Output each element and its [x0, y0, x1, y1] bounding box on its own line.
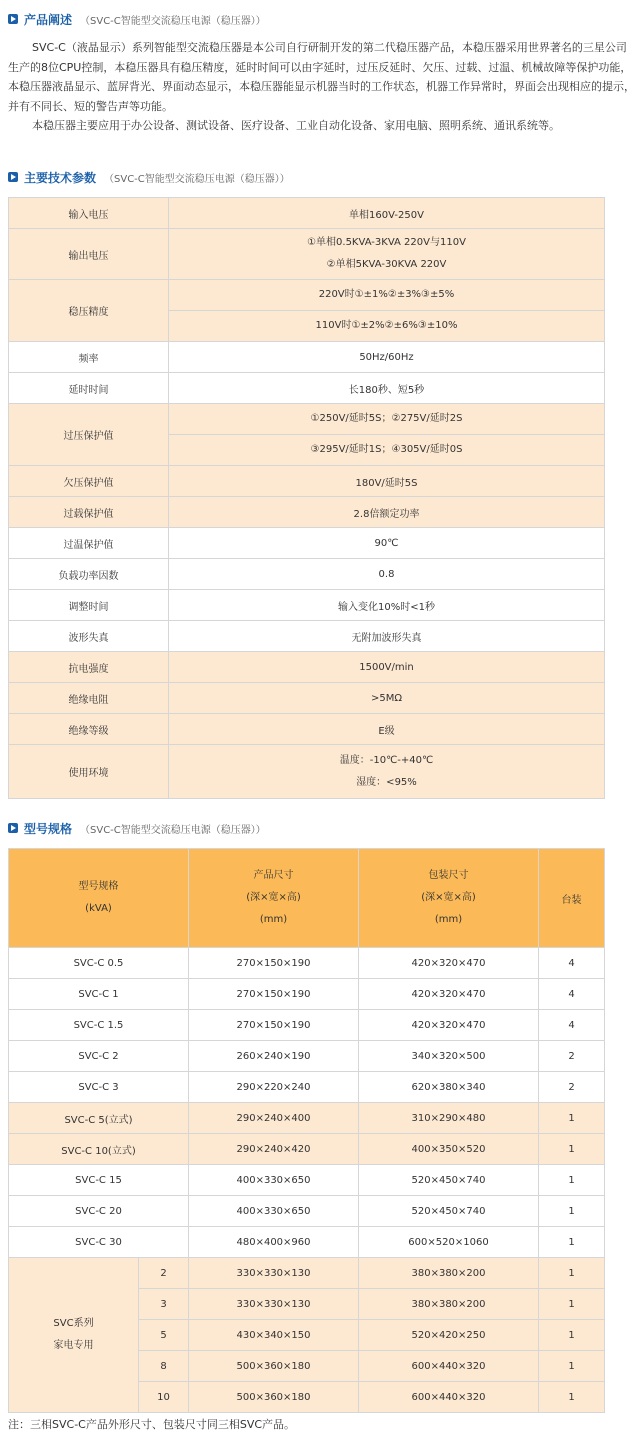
qty: 1: [539, 1382, 605, 1413]
spec-row: [9, 229, 605, 280]
spec-row: [9, 528, 605, 559]
model-name: SVC-C 1.5: [9, 1010, 189, 1041]
spec-row: [9, 198, 605, 229]
spec-label: 输入电压: [9, 198, 169, 229]
spec-row: [9, 466, 605, 497]
cell-line: (深×宽×高): [246, 892, 301, 903]
section-subtitle: （SVC-C智能型交流稳压电源（稳压器））: [104, 173, 290, 185]
cell-line: 输入变化10%时<1秒: [338, 601, 435, 613]
model-row: [9, 1227, 605, 1258]
spec-label: 抗电强度: [9, 652, 169, 683]
home-series-row: [9, 1258, 605, 1289]
package-size: 600×440×320: [359, 1351, 539, 1382]
header-model: [9, 849, 189, 948]
header-package-size: [359, 849, 539, 948]
intro-text: [8, 38, 636, 136]
model-row: [9, 1072, 605, 1103]
product-size: 290×240×400: [189, 1103, 359, 1134]
product-size: 290×240×420: [189, 1134, 359, 1165]
product-size: 260×240×190: [189, 1041, 359, 1072]
product-size: 500×360×180: [189, 1382, 359, 1413]
qty: 1: [539, 1227, 605, 1258]
spec-row: [9, 373, 605, 404]
model-row: [9, 1010, 605, 1041]
spec-value: [169, 683, 605, 714]
section-subtitle: （SVC-C智能型交流稳压电源（稳压器））: [80, 15, 266, 27]
intro-paragraph: 本稳压器主要应用于办公设备、测试设备、医疗设备、工业自动化设备、家用电脑、照明系统、通讯系统等。: [32, 119, 560, 132]
spec-value: [169, 497, 605, 528]
model-name: SVC-C 10(立式): [9, 1134, 189, 1165]
cell-line: (mm): [259, 914, 288, 925]
product-size: 400×330×650: [189, 1165, 359, 1196]
section-title: 型号规格: [24, 821, 73, 836]
spec-row: [9, 280, 605, 311]
model-name: SVC-C 1: [9, 979, 189, 1010]
cell-line: (kVA): [85, 903, 112, 914]
home-series-kva: 8: [139, 1351, 189, 1382]
spec-label: 调整时间: [9, 590, 169, 621]
qty: 2: [539, 1041, 605, 1072]
model-name: SVC-C 0.5: [9, 948, 189, 979]
cell-line: ①单相0.5KVA-3KVA 220V与110V: [307, 237, 466, 248]
footnote: 注：三相SVC-C产品外形尺寸、包装尺寸同三相SVC产品。: [8, 1418, 296, 1431]
model-name: SVC-C 5(立式): [9, 1103, 189, 1134]
spec-label: 绝缘电阻: [9, 683, 169, 714]
spec-value: [169, 652, 605, 683]
spec-row: [9, 590, 605, 621]
model-row: [9, 1134, 605, 1165]
spec-value: 110V时①±2%②±6%③±10%: [169, 311, 605, 342]
cell-line: SVC系列: [53, 1318, 94, 1329]
package-size: 600×520×1060: [359, 1227, 539, 1258]
cell-line: 50Hz/60Hz: [359, 351, 414, 363]
spec-label: 稳压精度: [9, 280, 169, 342]
section-title: 主要技术参数: [24, 170, 97, 185]
spec-value: [169, 466, 605, 497]
spec-value: ③295V/延时1S；④305V/延时0S: [169, 435, 605, 466]
model-name: SVC-C 2: [9, 1041, 189, 1072]
package-size: 400×350×520: [359, 1134, 539, 1165]
package-size: 380×380×200: [359, 1258, 539, 1289]
spec-row: [9, 342, 605, 373]
product-size: 270×150×190: [189, 979, 359, 1010]
package-size: 520×450×740: [359, 1165, 539, 1196]
qty: 2: [539, 1072, 605, 1103]
cell-line: 温度：-10℃-+40℃: [339, 754, 434, 766]
spec-label: 延时时间: [9, 373, 169, 404]
cell-line: 1500V/min: [359, 661, 414, 673]
qty: 1: [539, 1320, 605, 1351]
product-size: 330×330×130: [189, 1258, 359, 1289]
product-size: 480×400×960: [189, 1227, 359, 1258]
package-size: 420×320×470: [359, 948, 539, 979]
package-size: 520×450×740: [359, 1196, 539, 1227]
section-header-models: [8, 819, 266, 837]
qty: 4: [539, 979, 605, 1010]
qty: 1: [539, 1289, 605, 1320]
spec-label: 过压保护值: [9, 404, 169, 466]
spec-row: [9, 683, 605, 714]
spec-label: 频率: [9, 342, 169, 373]
qty: 1: [539, 1196, 605, 1227]
intro-paragraph: SVC-C（液晶显示）系列智能型交流稳压器是本公司自行研制开发的第二代稳压器产品，本稳压器采用世界著名的三星公司生产的8位CPU控制，本稳压器具有稳压精度，延时时间可以由字延时，过压反延时、欠压、过载、过温、机械故障等保护功能，本稳压器液晶显示、蓝屏背光、界面动态显示，本稳压器能显示机器当时的工作状态，机器工作异常时，界面会出现相应的提示，并有不同长、短的警告声等功能。: [8, 41, 635, 113]
section-subtitle: （SVC-C智能型交流稳压电源（稳压器））: [80, 824, 266, 836]
spec-table: [8, 197, 605, 799]
cell-line: (mm): [434, 914, 463, 925]
home-series-label: [9, 1258, 139, 1413]
spec-row: [9, 621, 605, 652]
qty: 1: [539, 1165, 605, 1196]
package-size: 340×320×500: [359, 1041, 539, 1072]
cell-line: 0.8: [378, 568, 395, 580]
cell-line: 2.8倍额定功率: [353, 508, 420, 520]
product-size: 270×150×190: [189, 948, 359, 979]
spec-label: 使用环境: [9, 745, 169, 799]
qty: 1: [539, 1134, 605, 1165]
spec-row: [9, 559, 605, 590]
section-header-specs: [8, 168, 290, 186]
qty: 1: [539, 1258, 605, 1289]
model-row: [9, 948, 605, 979]
arrow-icon: [8, 14, 18, 24]
spec-value: ①250V/延时5S；②275V/延时2S: [169, 404, 605, 435]
home-series-kva: 3: [139, 1289, 189, 1320]
package-size: 380×380×200: [359, 1289, 539, 1320]
qty: 4: [539, 948, 605, 979]
section-title: 产品阐述: [24, 12, 73, 27]
section-header-description: [8, 10, 266, 28]
spec-label: 欠压保护值: [9, 466, 169, 497]
package-size: 620×380×340: [359, 1072, 539, 1103]
model-name: SVC-C 15: [9, 1165, 189, 1196]
spec-value: [169, 590, 605, 621]
cell-line: 型号规格: [78, 881, 119, 892]
spec-label: 波形失真: [9, 621, 169, 652]
cell-line: 湿度：<95%: [356, 776, 417, 788]
spec-value: [169, 559, 605, 590]
package-size: 600×440×320: [359, 1382, 539, 1413]
spec-value: [169, 714, 605, 745]
model-row: [9, 1103, 605, 1134]
model-row: [9, 1165, 605, 1196]
spec-value: 220V时①±1%②±3%③±5%: [169, 280, 605, 311]
home-series-kva: 10: [139, 1382, 189, 1413]
spec-value: [169, 229, 605, 280]
header-product-size: [189, 849, 359, 948]
spec-value: [169, 745, 605, 799]
model-table-header: [9, 849, 605, 948]
product-size: 290×220×240: [189, 1072, 359, 1103]
spec-row: [9, 745, 605, 799]
cell-line: 产品尺寸: [253, 870, 294, 881]
product-size: 430×340×150: [189, 1320, 359, 1351]
cell-line: 180V/延时5S: [355, 477, 418, 489]
home-series-kva: 5: [139, 1320, 189, 1351]
cell-line: 90℃: [374, 537, 399, 549]
product-size: 270×150×190: [189, 1010, 359, 1041]
model-row: [9, 1041, 605, 1072]
cell-line: E级: [378, 725, 395, 737]
spec-label: 过载保护值: [9, 497, 169, 528]
cell-line: 单相160V-250V: [349, 209, 424, 221]
cell-line: 长180秒、短5秒: [348, 384, 425, 396]
spec-label: 过温保护值: [9, 528, 169, 559]
model-name: SVC-C 3: [9, 1072, 189, 1103]
cell-line: >5MΩ: [370, 692, 402, 704]
spec-value: [169, 528, 605, 559]
spec-label: 输出电压: [9, 229, 169, 280]
qty: 1: [539, 1103, 605, 1134]
home-series-kva: 2: [139, 1258, 189, 1289]
model-name: SVC-C 30: [9, 1227, 189, 1258]
product-size: 330×330×130: [189, 1289, 359, 1320]
spec-label: 负载功率因数: [9, 559, 169, 590]
spec-value: [169, 198, 605, 229]
spec-row: [9, 714, 605, 745]
spec-row: [9, 497, 605, 528]
package-size: 420×320×470: [359, 979, 539, 1010]
spec-label: 绝缘等级: [9, 714, 169, 745]
arrow-icon: [8, 172, 18, 182]
spec-row: [9, 652, 605, 683]
cell-line: 家电专用: [53, 1340, 94, 1351]
product-size: 400×330×650: [189, 1196, 359, 1227]
package-size: 420×320×470: [359, 1010, 539, 1041]
model-row: [9, 1196, 605, 1227]
model-table: [8, 848, 605, 1413]
spec-value: [169, 621, 605, 652]
spec-value: [169, 342, 605, 373]
header-qty: 台装: [539, 849, 605, 948]
cell-line: ②单相5KVA-30KVA 220V: [326, 259, 447, 270]
model-name: SVC-C 20: [9, 1196, 189, 1227]
arrow-icon: [8, 823, 18, 833]
cell-line: 无附加波形失真: [351, 632, 422, 644]
cell-line: (深×宽×高): [421, 892, 476, 903]
package-size: 520×420×250: [359, 1320, 539, 1351]
spec-value: [169, 373, 605, 404]
qty: 4: [539, 1010, 605, 1041]
cell-line: 包装尺寸: [428, 870, 469, 881]
spec-row: [9, 404, 605, 435]
qty: 1: [539, 1351, 605, 1382]
package-size: 310×290×480: [359, 1103, 539, 1134]
product-size: 500×360×180: [189, 1351, 359, 1382]
model-row: [9, 979, 605, 1010]
